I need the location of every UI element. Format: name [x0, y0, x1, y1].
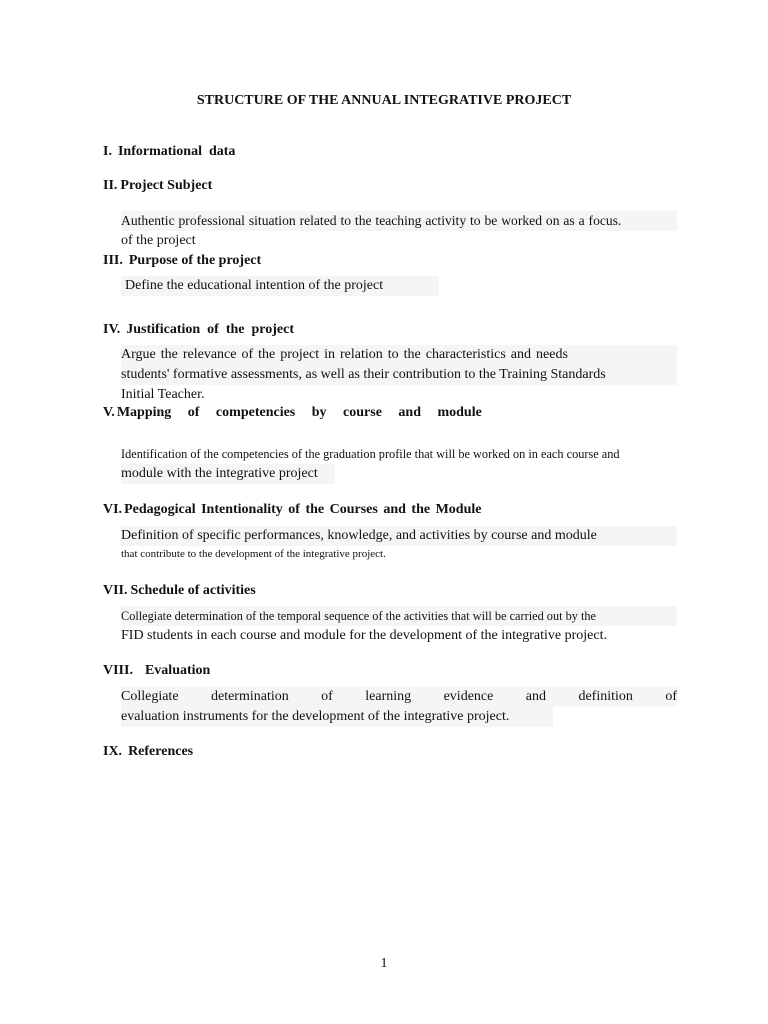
section-title: Informational data — [117, 144, 236, 159]
body-line: of the project — [121, 233, 196, 248]
body-line: Argue the relevance of the project in relation to the characteristics and needs — [121, 345, 677, 365]
section-9-heading — [103, 744, 193, 760]
section-4-body — [121, 345, 677, 405]
section-title: Purpose of the project — [128, 253, 262, 268]
section-number: VIII. — [103, 663, 133, 678]
section-title: Mapping of competencies by course and module — [116, 405, 482, 420]
document-title: STRUCTURE OF THE ANNUAL INTEGRATIVE PROJECT — [196, 93, 572, 108]
section-3-heading — [103, 253, 261, 269]
section-title: Pedagogical Intentionality of the Courses and the Module — [124, 502, 482, 517]
section-7-body — [121, 606, 677, 646]
section-title: References — [128, 744, 194, 759]
body-line: evaluation instruments for the development of the integrative project. — [121, 707, 553, 727]
section-number: VI. — [103, 502, 123, 517]
section-8-heading — [103, 663, 210, 679]
body-line: Initial Teacher. — [121, 387, 205, 402]
section-title: Project Subject — [120, 178, 213, 193]
section-8-body — [121, 687, 677, 727]
body-line: module with the integrative project — [121, 464, 335, 484]
body-line: FID students in each course and module for the development of the integrative project. — [121, 628, 607, 643]
section-number: IV. — [103, 322, 121, 337]
section-2-heading — [103, 178, 212, 194]
body-line: Definition of specific performances, knowledge, and activities by course and module — [121, 526, 677, 546]
section-3-body — [121, 276, 677, 296]
section-4-heading — [103, 322, 294, 338]
body-line: Identification of the competencies of the graduation profile that will be worked on in each course and — [121, 447, 620, 461]
section-6-heading — [103, 502, 481, 518]
body-line: Collegiate determination of the temporal sequence of the activities that will be carried out by the — [121, 606, 677, 626]
section-number: VII. — [103, 583, 128, 598]
section-7-heading — [103, 583, 256, 599]
section-1-heading — [103, 144, 235, 160]
body-line: Collegiate determination of learning evidence and definition of — [121, 687, 677, 707]
section-title: Evaluation — [144, 663, 211, 678]
section-number: II. — [103, 178, 118, 193]
section-2-body — [121, 211, 677, 251]
section-title: Schedule of activities — [130, 583, 256, 598]
section-6-body — [121, 526, 677, 562]
body-line: students' formative assessments, as well as their contribution to the Training Standards — [121, 365, 677, 385]
section-number: III. — [103, 253, 123, 268]
section-number: I. — [103, 144, 112, 159]
section-5-body — [121, 444, 691, 484]
page-number: 1 — [380, 956, 388, 971]
body-line: that contribute to the development of the integrative project. — [121, 548, 386, 560]
body-line: Define the educational intention of the project — [121, 276, 439, 296]
section-5-heading — [103, 405, 482, 421]
section-title: Justification of the project — [126, 322, 294, 337]
body-line: Authentic professional situation related to the teaching activity to be worked on as a focus. — [121, 211, 677, 231]
section-number: V. — [103, 405, 115, 420]
section-number: IX. — [103, 744, 123, 759]
